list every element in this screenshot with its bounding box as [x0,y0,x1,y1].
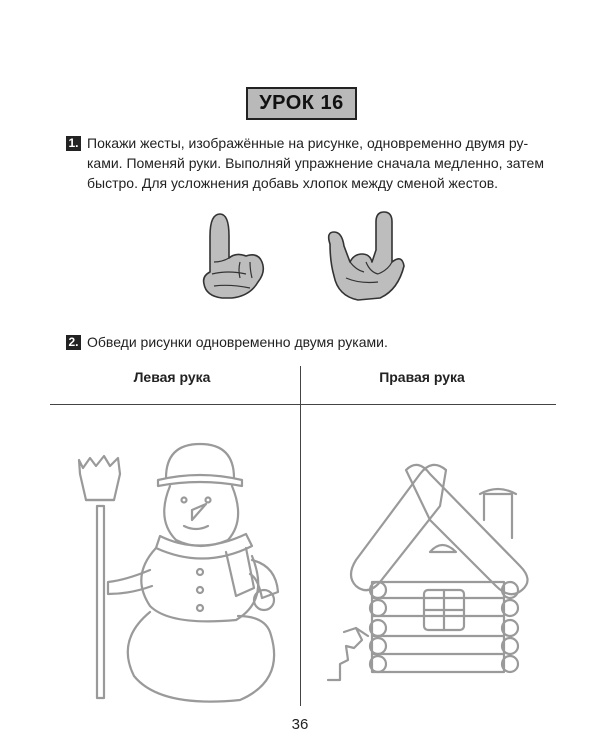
left-hand-heading: Левая рука [133,369,211,385]
lesson-title: УРОК 16 [246,87,357,120]
task-1-number: 1. [66,136,81,151]
task-1-text-3: быстро. Для усложнения добавь хлопок между сменой жестов. [87,175,499,191]
rock-sign-hand-icon [329,212,404,300]
task-2-text-1: Обведи рисунки одновременно двумя руками. [87,334,388,350]
snowman-drawing [79,444,278,702]
task-2-number: 2. [66,335,81,350]
log-house-drawing [328,465,528,680]
task-1-text-1: Покажи жесты, изображённые на рисунке, одновременно двумя ру- [87,135,529,151]
right-hand-heading: Правая рука [379,369,465,385]
task-1-text-2: ками. Поменяй руки. Выполняй упражнение сначала медленно, затем [87,155,544,171]
fist-index-up-hand-icon [204,214,264,298]
page-number: 36 [291,716,309,733]
